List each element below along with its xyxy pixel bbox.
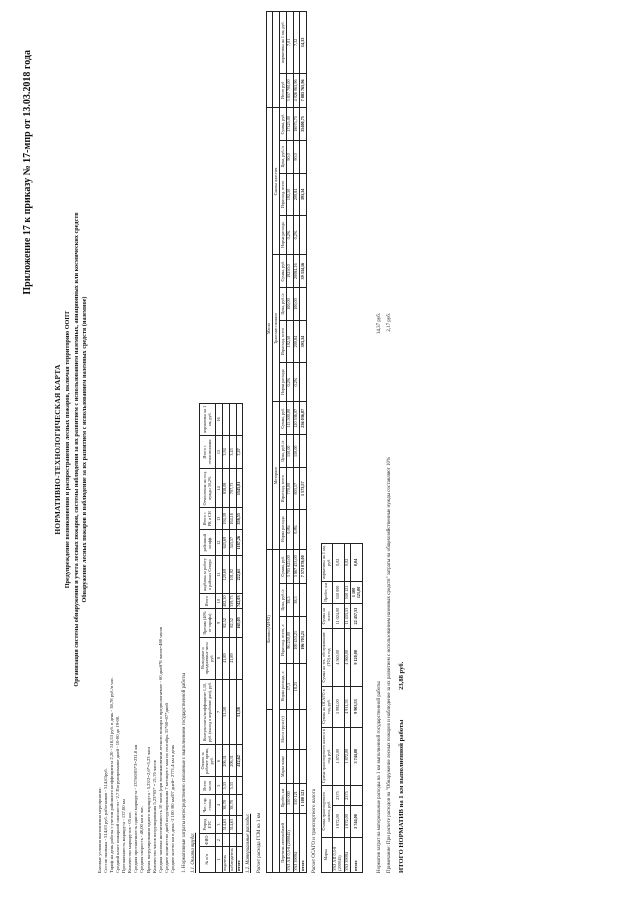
col-number: 11 xyxy=(216,556,223,594)
total-norm-label: ИТОГО НОРМАТИВ на 1 км выполненной работы xyxy=(397,719,405,873)
table-cell: наблюдатель xyxy=(229,848,235,871)
table-cell xyxy=(300,583,307,616)
col-header: Цена, руб./л xyxy=(280,435,287,468)
col-header: нормативы на 1 км, руб. xyxy=(200,404,216,436)
note-value: 14,37 руб. xyxy=(377,313,383,335)
group-header xyxy=(266,709,273,872)
appendix-header: Приложение 17 к приказу № 17-мпр от 13.03.2018 года xyxy=(22,50,33,295)
col-number: 3 xyxy=(216,815,223,834)
col-number: 2 xyxy=(216,834,223,847)
table-cell: 41,89 xyxy=(229,637,236,679)
base-parameters xyxy=(97,26,176,873)
table-cell: 3 867 453,00 xyxy=(293,549,300,583)
table-cell xyxy=(286,750,293,783)
table-cell: 4 026 065,96 xyxy=(293,73,300,107)
table-cell: 196 703,21 xyxy=(300,617,307,664)
table-cell: 11 433,53 xyxy=(344,604,351,629)
table-cell: 7 573 078,00 xyxy=(300,549,307,583)
col-header: Сумма, руб. xyxy=(280,402,287,435)
col-header: Сумма, руб. xyxy=(280,549,287,583)
col-header: Цена, руб./л xyxy=(280,583,287,616)
col-number: 15 xyxy=(216,435,223,469)
table-cell: 2375 xyxy=(344,785,351,806)
table-cell xyxy=(229,679,236,745)
table-cell: 4 560,00 xyxy=(344,629,351,686)
table-cell: 1 872,00 xyxy=(332,727,344,785)
table-cell: 770,00 xyxy=(286,468,293,510)
table-cell: водитель xyxy=(222,846,229,872)
col-header: Перечень автомобилей xyxy=(280,813,287,872)
table-cell xyxy=(236,795,243,816)
table-cell: 17325,00 xyxy=(286,108,293,141)
col-number: 12 xyxy=(216,530,223,556)
table-cell: 115 500,00 xyxy=(286,402,293,435)
col-number: 5 xyxy=(216,777,223,795)
col-header: Норма расхода xyxy=(280,362,287,402)
table-cell: 1 100 121,00 xyxy=(351,581,363,603)
table-cell: 3 857 700,00 xyxy=(286,73,293,107)
table-cell: 0,02 xyxy=(332,544,344,582)
table-cell: 82,52 xyxy=(222,609,229,638)
table-cell: 550 000 xyxy=(286,783,293,813)
table-cell: 3 705 625,00 xyxy=(286,549,293,583)
table-cell: 4 560,00 xyxy=(332,629,344,686)
col-header: Норма расхода, л xyxy=(280,664,287,709)
col-header: Израсход. всего xyxy=(280,174,287,216)
param-line: Среднее количество дней патрулирования 7 месяцев с мая по сентябрь 31*60=07*дней xyxy=(163,703,169,873)
table-cell: УАЗ АП 0,5-8 (200045) xyxy=(286,813,293,872)
table-cell xyxy=(222,404,229,436)
table-cell: УАЗ 39094 xyxy=(344,837,351,872)
table-cell: 120 536,07 xyxy=(293,402,300,435)
col-number: 16 xyxy=(216,404,223,436)
table-group-row xyxy=(266,12,273,873)
table-cell: 51,58 xyxy=(236,679,243,745)
col-header: Израсход. всего, л xyxy=(280,617,287,664)
table-cell: 838,08 xyxy=(222,469,229,508)
table-cell: 1 573,57 xyxy=(300,468,307,510)
col-header: Всего часов xyxy=(200,777,216,795)
table-cell: 550 000 xyxy=(332,581,344,603)
col-header: Выходные и праздничные часы руб. xyxy=(200,637,216,679)
notes-block xyxy=(377,26,406,873)
table-cell: 803,57 xyxy=(293,468,300,510)
col-header: Итого с РК и СН xyxy=(200,508,216,530)
table-row xyxy=(293,12,300,873)
param-line: Средний класс пожарной опасности - 2,7 Патрулирование дней - 10-00 до 19-00. xyxy=(115,715,121,873)
table-cell: 0,02 xyxy=(344,544,351,582)
table-cell: 0,2% xyxy=(293,215,300,255)
col-header: Отчисления на соц. нужды 30,2% xyxy=(200,469,216,508)
col-number: 4 xyxy=(216,795,223,816)
param-line: Средняя скорость - 40,00 км в час. xyxy=(139,805,145,873)
table-cell xyxy=(229,404,236,436)
table-cell: 7,01 xyxy=(286,12,293,74)
table-cell xyxy=(286,709,293,750)
table-cell: 1 872,00 xyxy=(344,806,351,837)
subgroup-header xyxy=(273,549,280,872)
table-cell xyxy=(293,750,300,783)
table-cell: 514,63 xyxy=(222,815,229,834)
subgroup-header-motor: Моторное xyxy=(273,402,280,549)
table-cell: 9 903,53 xyxy=(351,686,363,727)
col-header: Цена, руб./л xyxy=(280,140,287,173)
col-header: Масса груза (т) xyxy=(280,709,287,750)
document-subtitle-3: Обнаружение лесных пожаров и наблюдение за их развитием с использованием наземных средств (наземное) xyxy=(81,296,89,603)
table-cell: 96 250,00 xyxy=(286,617,293,664)
table-cell: 393,34 xyxy=(300,174,307,216)
table-cell: 0,2% xyxy=(293,362,300,402)
col-header: Израсход. всего xyxy=(280,468,287,510)
col-header: нормативы на 1 км, руб. xyxy=(280,12,287,74)
table-cell: 393,34 xyxy=(300,321,307,363)
col-header: Премия (40% от тарифа) xyxy=(200,609,216,638)
note-text: Примечание: При расчете расходов на "Обнаружение лесных пожаров и наблюдение за их развитием с использованием наземных средств" затраты на общехозяйственные нужды составляют 10% xyxy=(387,456,393,873)
table-cell: 11 024,00 xyxy=(332,604,344,629)
table-cell xyxy=(236,834,243,847)
table-cell: 194,39 xyxy=(222,508,229,530)
table-cell: 7,37 xyxy=(236,435,243,469)
param-line: Время патрулирования одного маршрута - 5,23/2=2,6*=5,23 часа xyxy=(145,746,151,873)
col-number: 10 xyxy=(216,594,223,609)
table-cell: 1187,26 xyxy=(236,530,243,556)
table-cell xyxy=(222,834,229,847)
col-number: 14 xyxy=(216,469,223,508)
table-cell xyxy=(300,140,307,173)
table-subgroup-row xyxy=(273,12,280,873)
param-line: Тариф на день работы с учетом районного коэффициента 2,20 - 518,53 руб. в день - 38,78 руб./в час. xyxy=(109,677,115,873)
table-cell: 200,84 xyxy=(293,321,300,363)
col-header: ФИО xyxy=(200,834,216,847)
table-total-row xyxy=(300,12,307,873)
total-norm xyxy=(398,26,406,873)
table-cell: 150,00 xyxy=(293,435,300,468)
labor-cost-table xyxy=(199,403,243,873)
col-header: Марка чаще xyxy=(280,750,287,783)
col-header: Разряд ЕТС xyxy=(200,815,216,834)
note-value: 2,17 руб. xyxy=(387,313,393,332)
table-cell: 3,43 xyxy=(229,435,236,469)
table-cell: 358,55 xyxy=(236,508,243,530)
table-cell: 90,0 xyxy=(286,140,293,173)
param-line: Количество маршрутов - 05 шт. xyxy=(127,811,133,873)
col-header: Консультанты/коэффициент 1,50, руб. (выход в нерабочие дни), руб. xyxy=(200,679,216,745)
table-cell: итого xyxy=(300,813,307,872)
col-header: Марка xyxy=(321,837,332,872)
table-header-row xyxy=(280,12,287,873)
subsection-1-1-heading: 1.1. Оплата труда: xyxy=(191,832,197,873)
table-cell: 0,2% xyxy=(286,215,293,255)
table-cell: 38,78 xyxy=(222,795,229,816)
table-cell: 38,78 xyxy=(229,795,236,816)
column-number-row xyxy=(216,404,223,873)
table-cell: УАЗ АП 0,5-8 (200045) xyxy=(332,837,344,872)
table-cell: 3 744,00 xyxy=(351,806,363,837)
table-cell: 200,84 xyxy=(293,174,300,216)
fuel-cost-table xyxy=(266,11,308,873)
col-number: 6 xyxy=(216,745,223,777)
group-header-fuel: Бензин (АИ-92) xyxy=(266,549,273,709)
col-header: Час. тар. ставка xyxy=(200,795,216,816)
col-number: 9 xyxy=(216,609,223,638)
fuel-table-caption: Расчет расхода ГСМ на 1 км xyxy=(257,812,263,873)
table-cell: 35400,75 xyxy=(300,108,307,141)
table-cell: 18,25 xyxy=(293,664,300,709)
table-cell: 236 036,07 xyxy=(300,402,307,435)
table-cell: 7 883 765,96 xyxy=(300,73,307,107)
col-header: № п/п xyxy=(200,846,216,872)
col-header: Ставка транспортного налога, руб. xyxy=(321,785,332,837)
table-cell xyxy=(300,664,307,709)
subgroup-header-transmission: Трансмиссионное xyxy=(273,255,280,402)
table-cell: 1 872,00 xyxy=(332,806,344,837)
col-header: надбавка за работу в районах Севера xyxy=(200,556,216,594)
group-header-oil: Масло xyxy=(266,108,273,549)
table-cell: 402,30 xyxy=(222,595,228,607)
table-cell xyxy=(300,362,307,402)
table-cell: 18075,75 xyxy=(293,108,300,141)
col-number: 13 xyxy=(216,508,223,530)
col-header: Сумма на тех. обслуживание (ТО) в год xyxy=(321,629,332,686)
table-cell: 101,92 xyxy=(229,556,236,594)
table-cell: 120,69 xyxy=(222,556,229,594)
insurance-tax-table xyxy=(321,543,364,873)
col-header: Сумма, руб. xyxy=(280,108,287,141)
table-cell: 22 457,53 xyxy=(351,604,363,629)
col-header: Сумма на ОСАГО в год, руб. xyxy=(321,686,332,727)
col-header: Сумма транспортного налога в год, руб. xyxy=(321,727,332,785)
table-cell: 3 744,00 xyxy=(351,727,363,785)
table-cell xyxy=(300,215,307,255)
table-cell xyxy=(236,815,243,834)
table-cell: 707,73 xyxy=(229,469,236,508)
table-row xyxy=(222,404,229,873)
note-text: Норматив затрат на материальные расходы на 1 км выполненной государственной работы xyxy=(377,681,383,873)
table-cell: 550 121 xyxy=(344,581,351,603)
table-cell: 100,00 xyxy=(286,287,293,320)
col-header: Норма расхода xyxy=(280,510,287,550)
table-cell: 164,16 xyxy=(229,508,236,530)
table-row xyxy=(344,544,351,873)
table-cell xyxy=(300,510,307,550)
table-cell: 38,5 xyxy=(293,583,300,616)
table-cell: 192,50 xyxy=(286,321,293,363)
table-cell: 20084,16 xyxy=(293,255,300,288)
col-header: нормативы на 1 км, руб. xyxy=(321,545,331,580)
table-cell: 0,2% xyxy=(286,362,293,402)
table-cell: 514,63 xyxy=(229,815,236,834)
table-cell: 51,58 xyxy=(222,679,229,745)
table-cell xyxy=(229,834,236,847)
table-cell xyxy=(236,404,243,436)
table-cell xyxy=(236,637,243,679)
param-line: Базовые условия выполнения мероприятия: xyxy=(97,787,102,873)
group-header-total xyxy=(266,12,273,108)
total-norm-value: 23,88 руб. xyxy=(397,661,405,690)
table-cell: 742,03 xyxy=(236,595,242,607)
table-cell: 5 992,00 xyxy=(332,686,344,727)
subgroup-header-total xyxy=(273,12,280,108)
col-header: Цена, руб./л xyxy=(280,287,287,320)
table-cell: 90,0 xyxy=(293,140,300,173)
param-line: Протяженность маршрута - 137,00 км xyxy=(121,799,127,873)
col-header: Итого руб xyxy=(280,73,287,107)
table-cell: 0,8% xyxy=(286,510,293,550)
col-header: Итого с отчислениями xyxy=(200,435,216,469)
table-row xyxy=(286,12,293,873)
subgroup-header-grease: Смазка пластич. xyxy=(273,108,280,255)
col-header: Израсход. всего xyxy=(280,321,287,363)
table-cell: 39 334,16 xyxy=(300,255,307,288)
table-cell: итого xyxy=(236,846,243,872)
col-header: Пробег, км xyxy=(321,581,332,603)
table-cell: 206,31 xyxy=(229,745,236,777)
col-header: Пробег, км xyxy=(280,783,287,813)
col-number: 8 xyxy=(216,637,223,679)
document-subtitle: Предупреждение возникновения и распространения лесных пожаров, включая территорию ООПТ xyxy=(63,310,71,589)
table-cell: 0,04 xyxy=(351,544,363,582)
col-header: Сумма, руб. xyxy=(280,255,287,288)
param-line: Среднее кол-во км в день -2 100 /80 км/07 дней= 2771,4 км в день xyxy=(169,744,175,873)
table-cell: 17,5 xyxy=(286,664,293,709)
table-row xyxy=(332,544,344,873)
table-header-row xyxy=(200,404,216,873)
param-line: Средняя часовая интенсивность 10 часов (при возникновении лесного пожара и предполагаемое - 60 дней*8 часов=480 часов xyxy=(157,626,163,873)
param-line: Состав экипажа - 514,63 руб. работников - 514,63руб. xyxy=(103,768,109,873)
table-cell: 1 872,00 xyxy=(344,727,351,785)
table-cell xyxy=(300,435,307,468)
col-number: 1 xyxy=(216,846,223,872)
table-cell xyxy=(300,287,307,320)
table-cell xyxy=(293,709,300,750)
table-cell: 0,8% xyxy=(293,510,300,550)
param-line: Средняя протяженность одного маршрута - 137/60/05*3=231,8 км xyxy=(133,744,139,873)
table-cell: 3,94 xyxy=(222,435,229,469)
col-header: Норма расхода xyxy=(280,215,287,255)
col-header: Оплата за рабочее время, руб. xyxy=(200,745,216,777)
table-cell: 339,73 xyxy=(229,595,235,607)
table-cell xyxy=(236,777,243,795)
col-header: Сумма на всего xyxy=(321,604,332,629)
table-cell: 222,61 xyxy=(236,556,243,594)
col-header: районный коэфф. xyxy=(200,530,216,556)
table-total-row xyxy=(351,544,363,873)
document-title: НОРМАТИВНО-ТЕХНОЛОГИЧЕСКАЯ КАРТА xyxy=(52,364,62,535)
table-cell: 550 121 xyxy=(293,783,300,813)
table-cell: 38,5 xyxy=(286,583,293,616)
document-subtitle-2: Организация системы обнаружения и учета лесных пожаров, системы наблюдения за их развитием с использованием наземных, авиационных или космических средств xyxy=(72,212,80,687)
table-cell: 7,32 xyxy=(293,12,300,74)
table-cell: 5,33 xyxy=(229,777,236,795)
table-header-row xyxy=(321,544,332,873)
table-cell: УАЗ 39094 xyxy=(293,813,300,872)
note-row xyxy=(377,313,383,873)
table-cell: 206,31 xyxy=(222,745,229,777)
subsection-1-2-heading: 1.2. Материальные расходы: xyxy=(246,813,252,873)
param-line: Количество часов патрулирования 5,23*05* = 21,76 часов xyxy=(151,760,157,873)
table-cell: 5,33 xyxy=(222,777,229,795)
table-cell: 412,62 xyxy=(236,745,243,777)
table-cell: 150,00 xyxy=(286,435,293,468)
col-header: Итого xyxy=(200,594,216,609)
table-cell: 100 453,21 xyxy=(293,617,300,664)
col-number: 7 xyxy=(216,679,223,745)
table-cell: 4 911,53 xyxy=(344,686,351,727)
table-cell: 19250,0 xyxy=(286,255,293,288)
table-cell: 82,52 xyxy=(229,609,236,638)
table-cell: 1 100 121 xyxy=(300,783,307,813)
table-cell: 165,05 xyxy=(236,609,243,638)
table-cell xyxy=(300,709,307,750)
table-cell: 643,69 xyxy=(222,530,229,556)
table-cell: 2375 xyxy=(332,785,344,806)
table-cell xyxy=(300,750,307,783)
table-cell: 1545,81 xyxy=(236,469,243,508)
table-cell: 9 120,00 xyxy=(351,629,363,686)
table-cell xyxy=(351,785,363,806)
note-row xyxy=(387,313,393,873)
table-cell: 543,57 xyxy=(229,530,236,556)
table-cell: 41,89 xyxy=(222,637,229,679)
table-cell: 14,33 xyxy=(300,12,307,74)
insurance-table-caption: Расчет ОСАГО и транспортного налога xyxy=(312,789,318,873)
table-row xyxy=(229,404,236,873)
table-total-row xyxy=(236,404,243,873)
table-cell: итого xyxy=(351,837,363,872)
table-cell: 192,50 xyxy=(286,174,293,216)
section-1-heading: 1. Нормативные затраты непосредственно связанные с выполнением государственной работы xyxy=(181,673,187,873)
table-cell: 100,00 xyxy=(293,287,300,320)
